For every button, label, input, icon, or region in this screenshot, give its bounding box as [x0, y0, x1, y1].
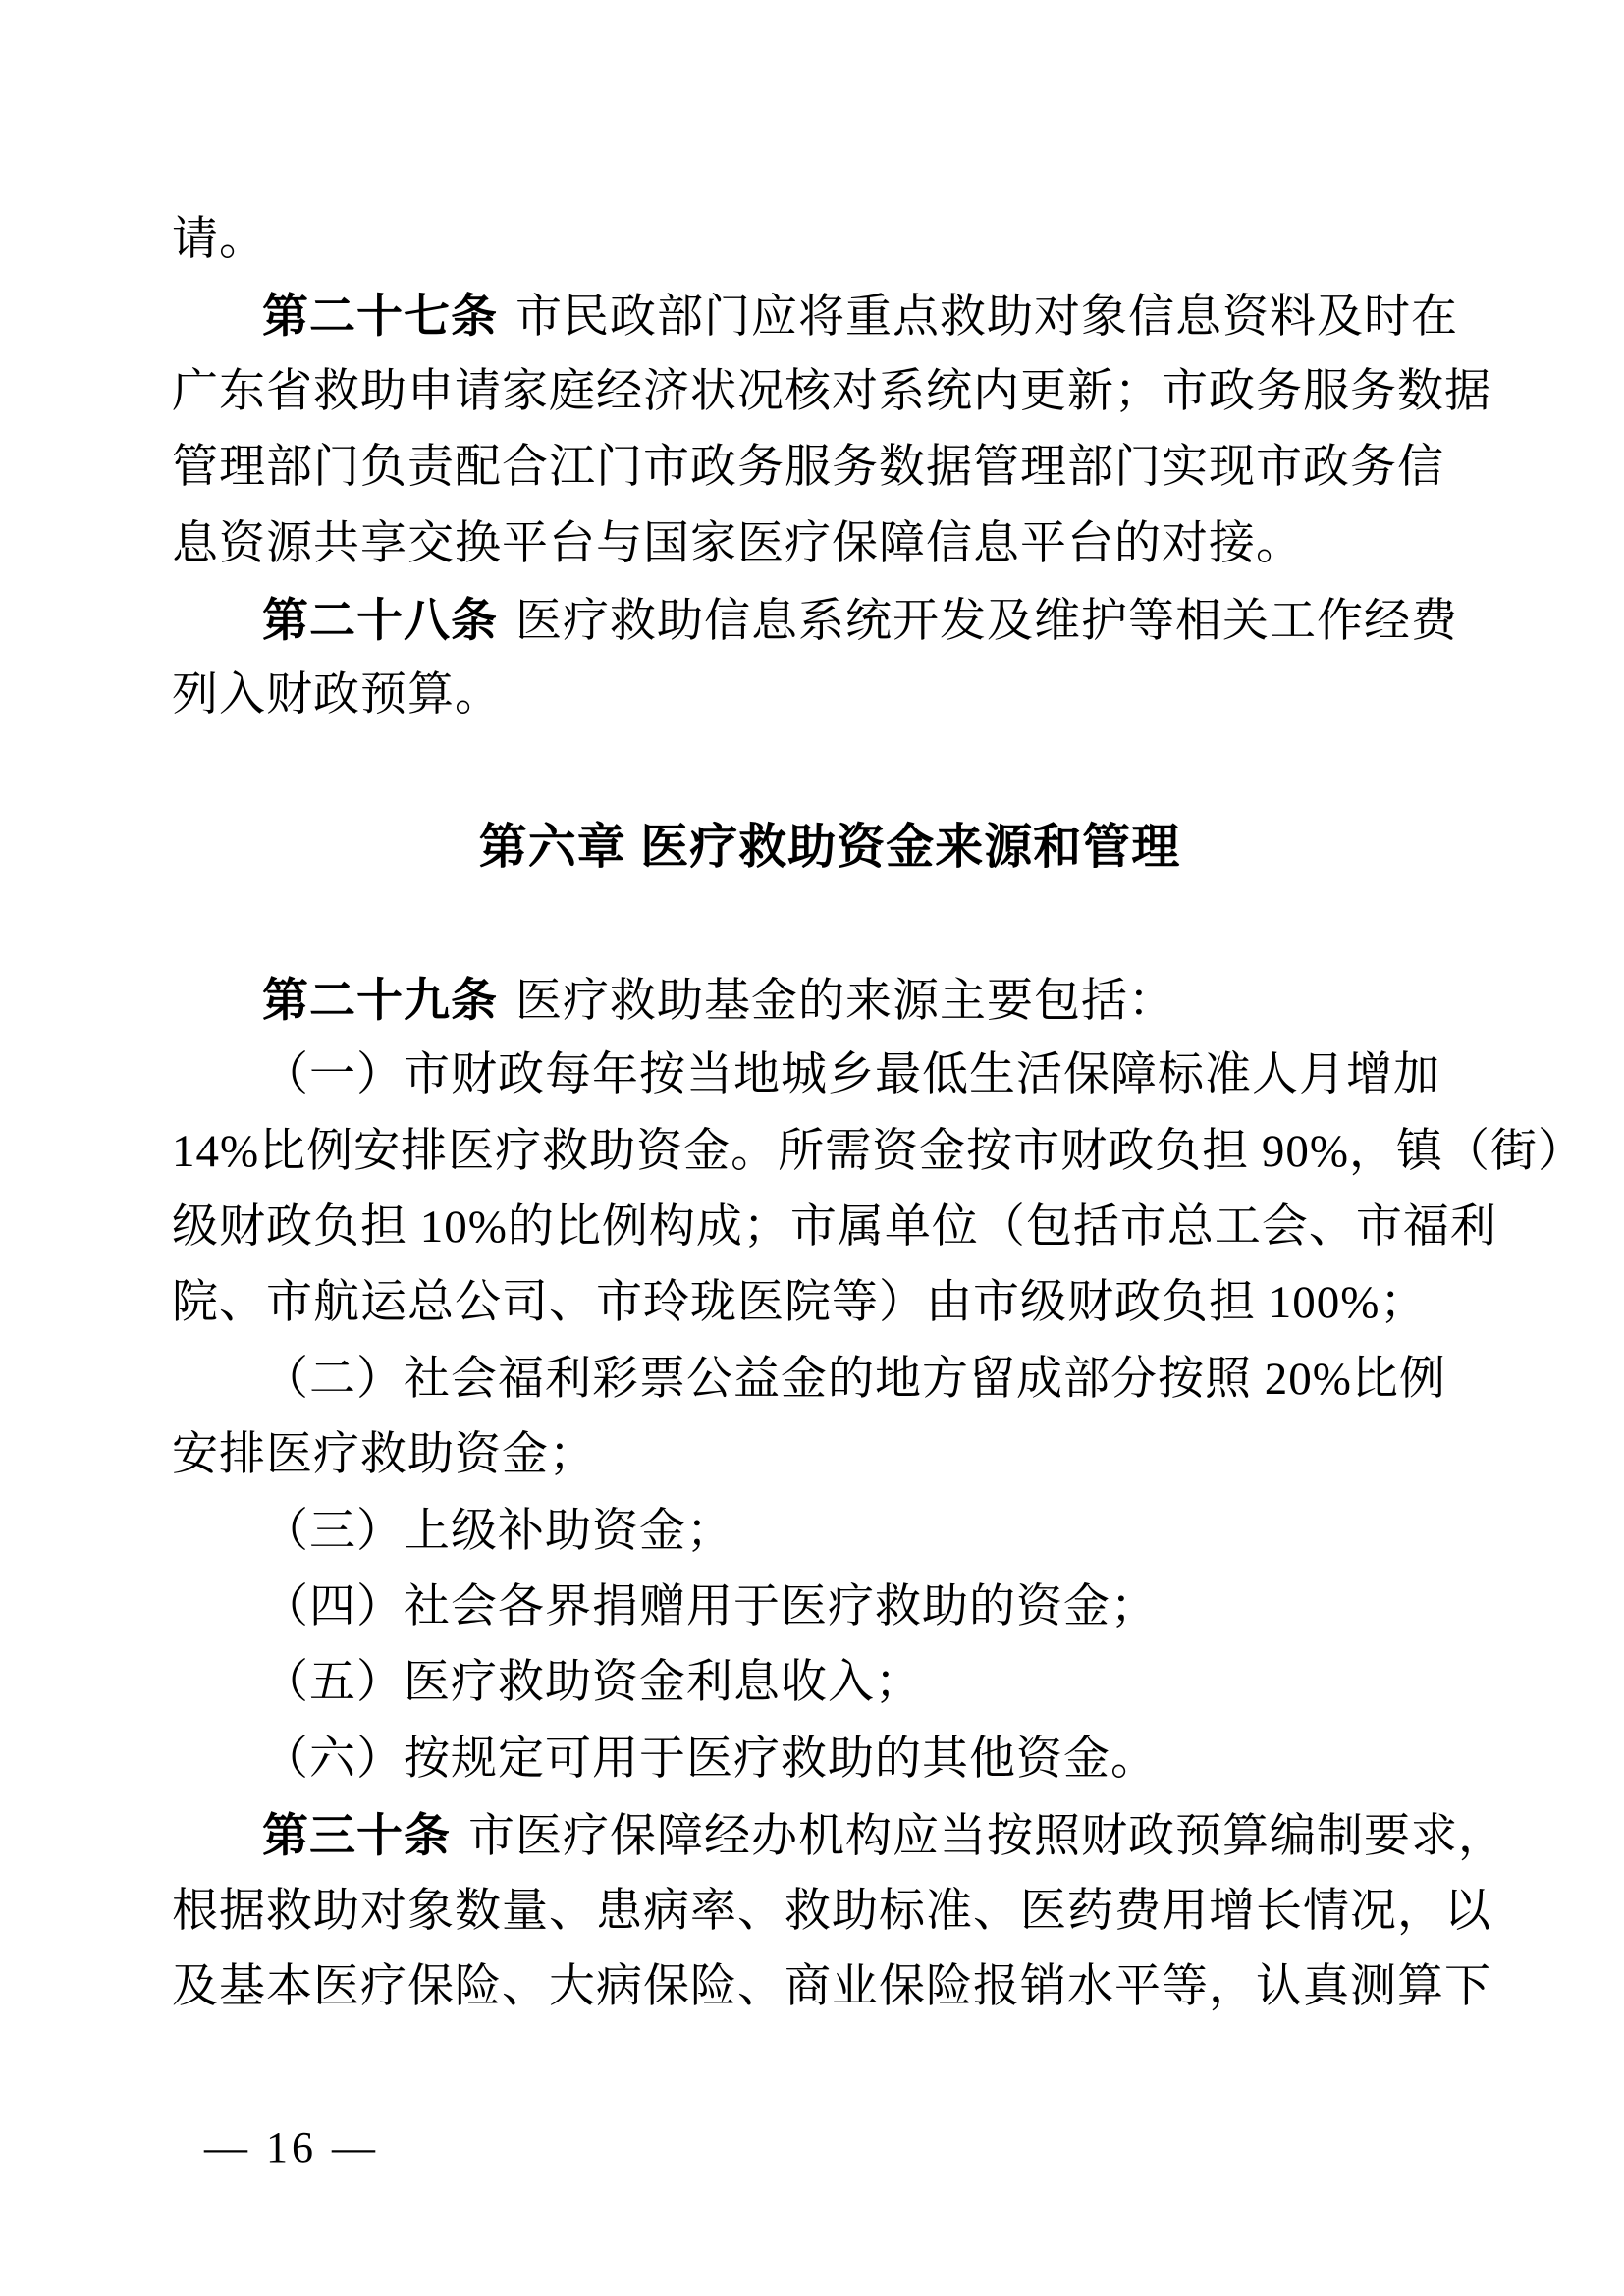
line-text: 列入财政预算。 — [172, 669, 502, 721]
document-line — [172, 1722, 1488, 1797]
line-text: （四）社会各界捐赠用于医疗救助的资金； — [262, 1581, 1158, 1633]
document-line — [172, 1645, 1488, 1721]
line-text: （三）上级补助资金； — [262, 1505, 733, 1557]
document-line — [172, 1265, 1488, 1341]
document-body — [172, 202, 1586, 2025]
document-line — [172, 202, 1488, 278]
document-line — [172, 962, 1488, 1038]
line-text: 根据救助对象数量、患病率、救助标准、医药费用增长情况，以 — [172, 1885, 1491, 1937]
document-line — [172, 1114, 1586, 1190]
document-line — [172, 1417, 1488, 1493]
document-line — [172, 507, 1488, 582]
line-text: 医疗救助信息系统开发及维护等相关工作经费 — [515, 595, 1458, 647]
line-text: 医疗救助基金的来源主要包括： — [515, 975, 1175, 1027]
document-line — [172, 1038, 1488, 1113]
line-text: （一）市财政每年按当地城乡最低生活保障标准人月增加 — [262, 1049, 1440, 1101]
chapter-heading: 第六章 医疗救助资金来源和管理 — [478, 821, 1181, 875]
document-line — [172, 1874, 1491, 1949]
document-line — [172, 582, 1488, 658]
article-number: 第二十八条 — [262, 593, 498, 646]
line-text: 14%比例安排医疗救助资金。所需资金按市财政负担 90%，镇（街） — [172, 1125, 1586, 1177]
line-text: （六）按规定可用于医疗救助的其他资金。 — [262, 1733, 1158, 1785]
document-line — [172, 1949, 1491, 2025]
article-number: 第二十七条 — [262, 290, 498, 343]
line-text: 市民政部门应将重点救助对象信息资料及时在 — [515, 292, 1458, 344]
document-line — [172, 354, 1491, 430]
document-line — [172, 1190, 1497, 1265]
line-text: 息资源共享交换平台与国家医疗保障信息平台的对接。 — [172, 517, 1303, 569]
document-line — [172, 658, 1488, 733]
document-line — [172, 1494, 1488, 1570]
document-line — [172, 278, 1488, 353]
document-line — [172, 1797, 1505, 1873]
line-text: 请。 — [172, 214, 266, 265]
line-text: 广东省救助申请家庭经济状况核对系统内更新；市政务服务数据 — [172, 365, 1491, 417]
line-text: 安排医疗救助资金； — [172, 1429, 596, 1481]
line-text: 管理部门负责配合江门市政务服务数据管理部门实现市政务信 — [172, 442, 1444, 494]
document-line — [172, 1342, 1488, 1417]
line-text: 市医疗保障经办机构应当按照财政预算编制要求， — [468, 1811, 1505, 1863]
line-text: （五）医疗救助资金利息收入； — [262, 1657, 922, 1709]
line-text: 院、市航运总公司、市玲珑医院等）由市级财政负担 100%； — [172, 1277, 1428, 1329]
page-number: — 16 — — [204, 2123, 379, 2171]
line-text: 级财政负担 10%的比例构成；市属单位（包括市总工会、市福利 — [172, 1201, 1497, 1254]
article-number: 第二十九条 — [262, 973, 498, 1026]
line-text: （二）社会福利彩票公益金的地方留成部分按照 20%比例 — [262, 1353, 1446, 1405]
document-line — [172, 1570, 1488, 1645]
document-line — [172, 430, 1488, 506]
line-text: 及基本医疗保险、大病保险、商业保险报销水平等，认真测算下 — [172, 1960, 1491, 2012]
article-number: 第三十条 — [262, 1809, 451, 1862]
